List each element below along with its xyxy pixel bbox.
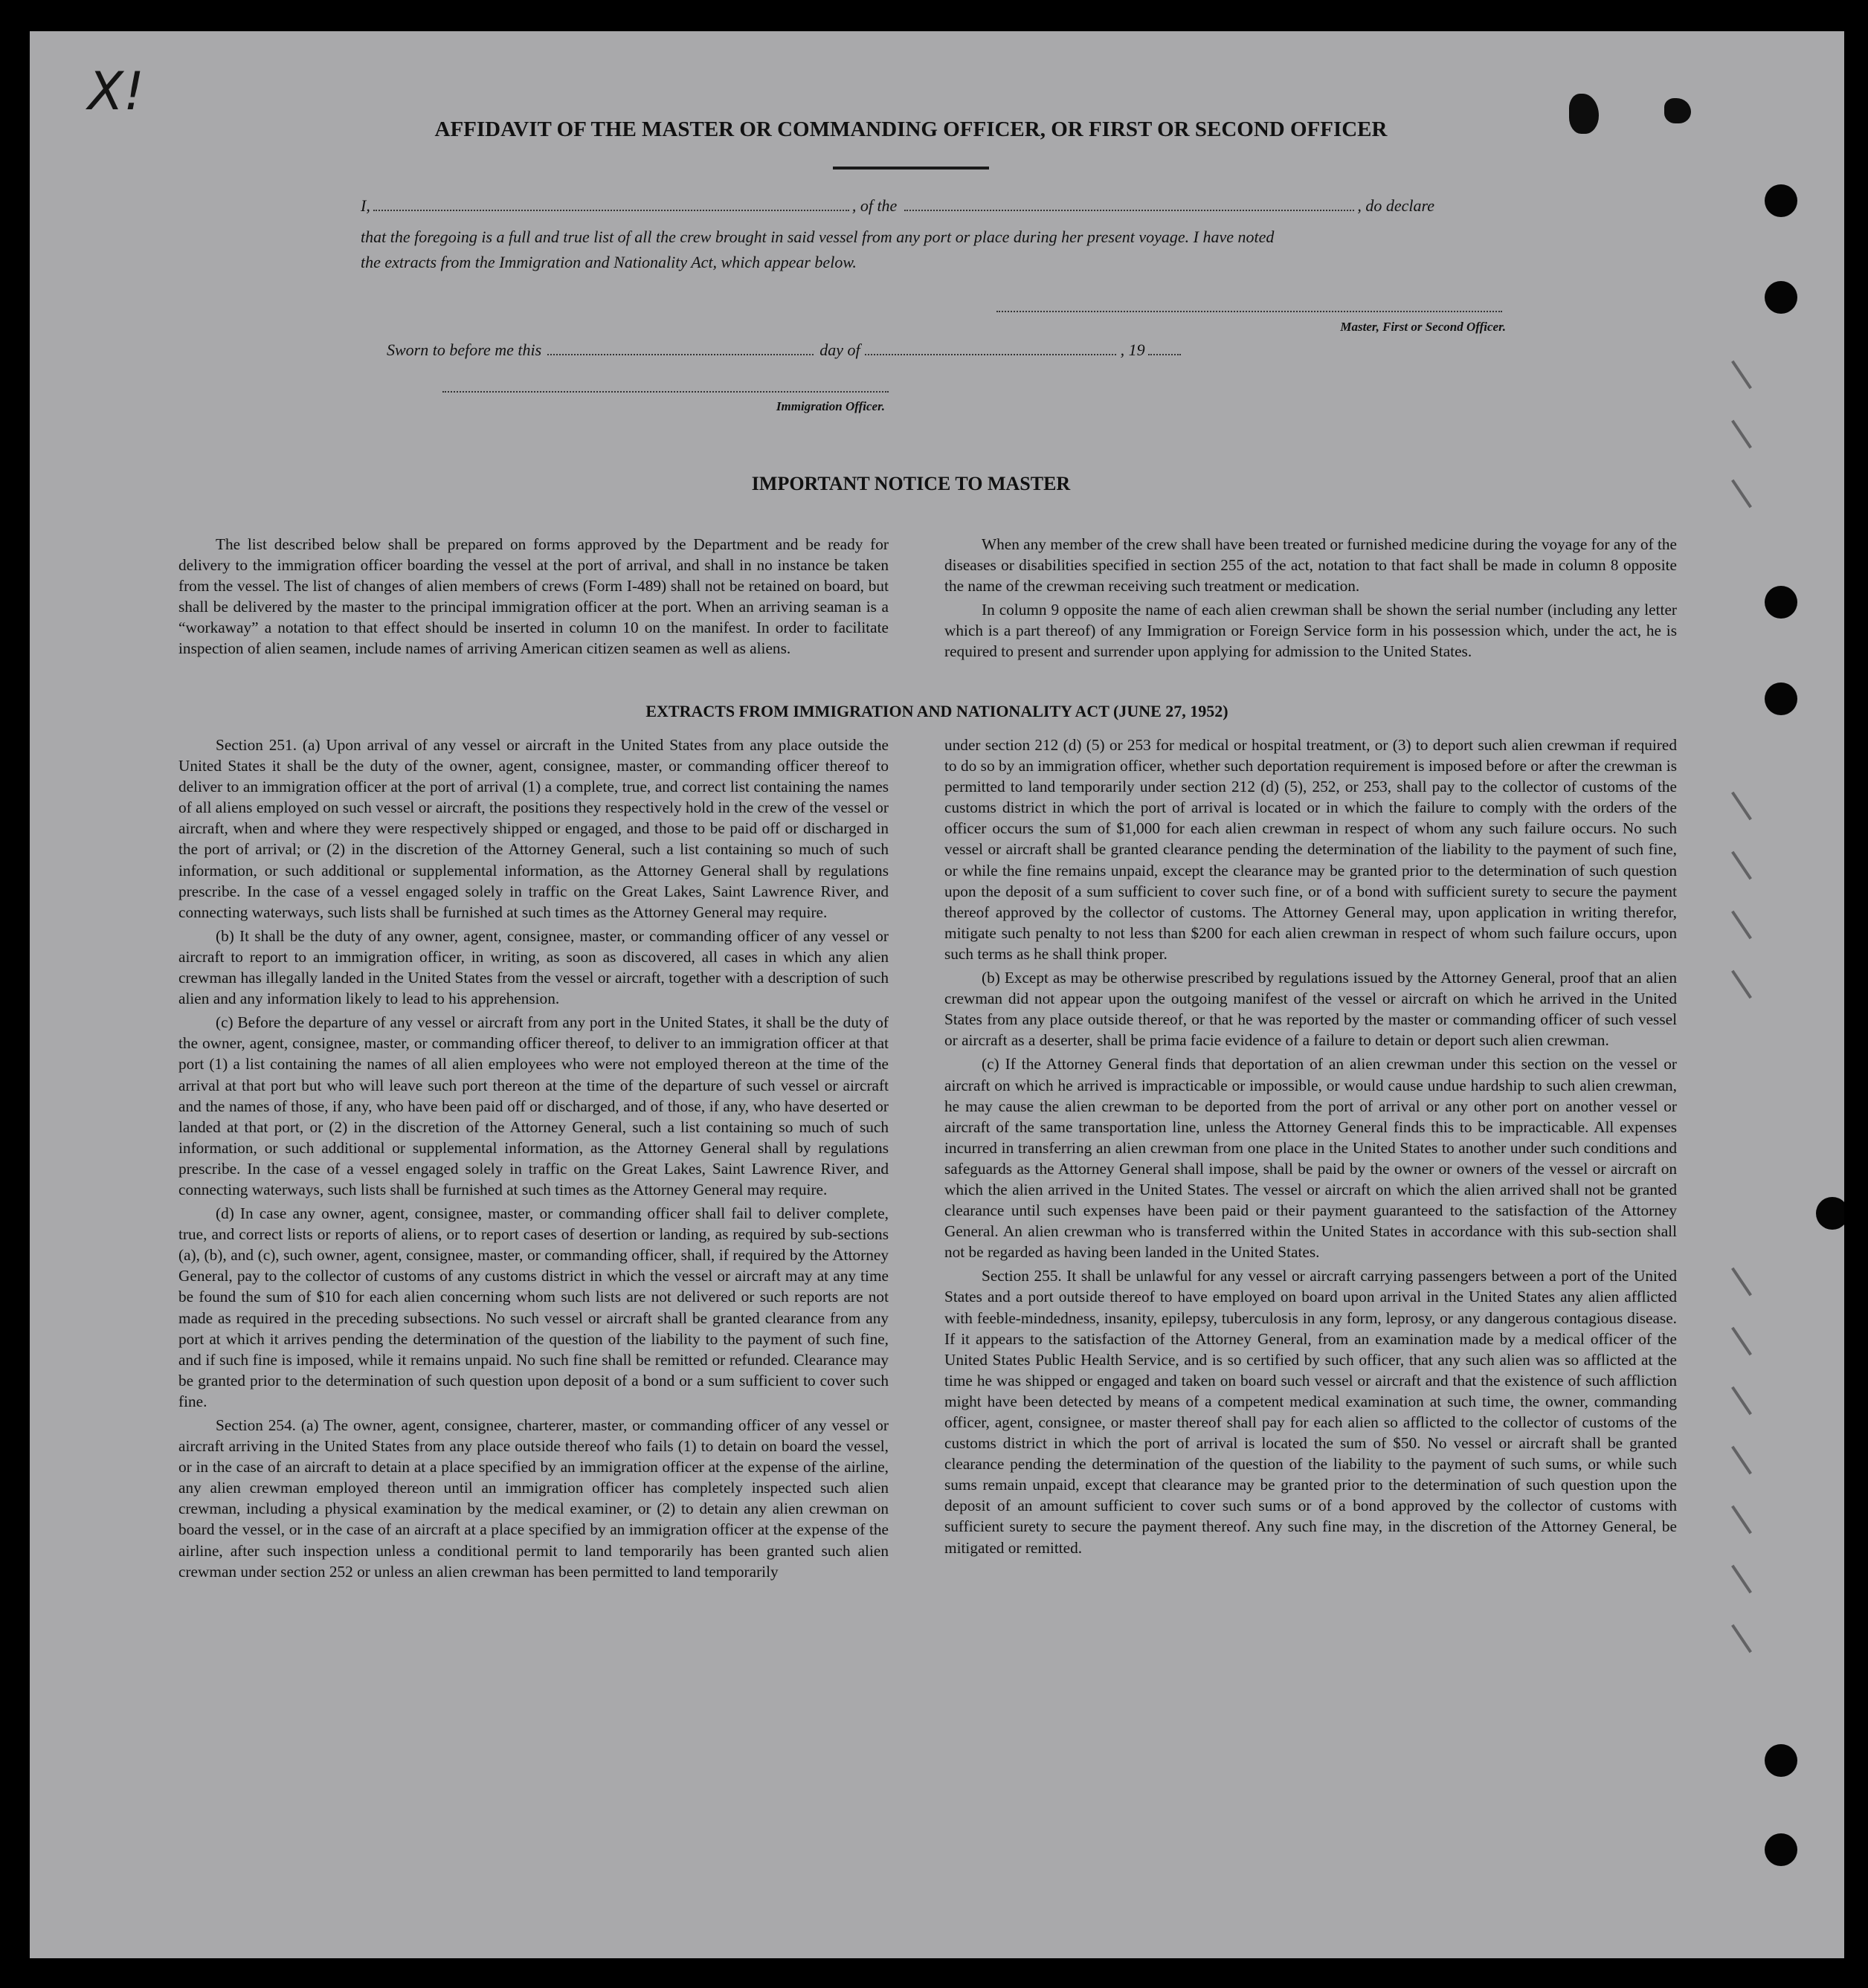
section-254-a-continued: under section 212 (d) (5) or 253 for medical or hospital treatment, or (3) to deport such alien crewman if required to do so by an immigration officer, whether such deportation requirement is imposed before or after the crewman is permitted to land temporarily under section 212 (d) (5), 252, or 253, shall pay to the collector of customs of the customs district in which the port of arrival is located or in which the failure to comply with the orders of the officer occurs the sum of $1,000 for each alien crewman in respect of whom any such failure occurs. No such vessel or aircraft shall be granted clearance pending the determination of the liability to the payment of such fine, or while the fine remains unpaid, except the clearance may be granted prior to the determination of such question upon the deposit of a sum sufficient to cover such fine, or of a bond with sufficient surety to secure the payment thereof approved by the collector of customs. The Attorney General may, upon application in writing therefor, mitigate such penalty to not less than $200 for each alien crewman in respect of whom such failure occurs, upon such terms as he shall think proper.: [944, 736, 1677, 963]
notice-right-column: [944, 534, 1677, 662]
section-254-a: Section 254. (a) The owner, agent, consignee, charterer, master, or commanding officer of any vessel or aircraft arriving in the United States from any place outside thereof who fails (1) to detain on board the vessel, or in the case of an aircraft to detain at a place specified by an immigration officer at the expense of the airline, any alien crewman employed thereon until an immigration officer has completely inspected such alien crewman, including a physical examination by the medical examiner, or (2) to detain any alien crewman on board the vessel, or in the case of an aircraft at a place specified by an immigration officer at the expense of the airline, after such inspection unless a conditional permit to land temporarily has been granted such alien crewman under section 252 or unless an alien crewman has been permitted to land temporarily: [178, 1416, 889, 1581]
notice-right-paragraph-1: When any member of the crew shall have been treated or furnished medicine during the voyage for any of the diseases or disabilities specified in section 255 of the act, notation to that fact shall be made in column 8 opposite the name of the crewman receiving such treatment or medication.: [944, 535, 1677, 596]
affidavit-title: AFFIDAVIT OF THE MASTER OR COMMANDING OFFICER, OR FIRST OR SECOND OFFICER: [434, 117, 1388, 141]
sworn-day-of: day of: [819, 341, 860, 359]
master-signature-line: [996, 311, 1502, 312]
declaration-line: [361, 196, 1528, 222]
notice-left-column: [178, 534, 889, 659]
bleed-through-mark: [1731, 1268, 1752, 1297]
declaration-i: I,: [361, 196, 370, 215]
bleed-through-mark: [1731, 1624, 1752, 1653]
bleed-through-mark: [1731, 420, 1752, 449]
bleed-through-mark: [1731, 1446, 1752, 1475]
extracts-left-column: [178, 735, 889, 1582]
punch-hole: [1816, 1197, 1844, 1230]
ink-smudge: [1664, 98, 1691, 123]
bleed-through-mark: [1731, 970, 1752, 999]
section-251-b: (b) It shall be the duty of any owner, agent, consignee, master, or commanding officer of any vessel or aircraft to report to an immigration officer, in writing, as soon as discovered, all cases in which any alien crewman has illegally landed in the United States from the vessel or aircraft, together with a description of such alien and any information likely to lead to his apprehension.: [178, 926, 889, 1008]
declaration-of-the: , of the: [851, 196, 898, 215]
title-rule: [833, 167, 989, 170]
bleed-through-mark: [1731, 1565, 1752, 1594]
notice-left-paragraph: The list described below shall be prepared on forms approved by the Department and be ready for delivery to the immigration officer boarding the vessel at the port of arrival, and shall in no instance be taken from the vessel. The list of changes of alien members of crews (Form I-489) shall not be retained on board, but shall be delivered by the master to the principal immigration officer at the port. When an arriving seaman is a “workaway” a notation to that effect should be inserted in column 10 on the manifest. In order to facilitate inspection of alien seamen, include names of arriving American citizen seamen as well as aliens.: [178, 535, 889, 658]
sworn-month-blank: [865, 354, 1116, 355]
sworn-date-blank: [547, 354, 814, 355]
declaration-line-3: the extracts from the Immigration and Nationality Act, which appear below.: [361, 253, 857, 271]
officer-signature-line: [442, 391, 889, 393]
extracts-title: EXTRACTS FROM IMMIGRATION AND NATIONALITY ACT (JUNE 27, 1952): [645, 702, 1228, 720]
master-signature-label: Master, First or Second Officer.: [1340, 320, 1506, 334]
punch-hole: [1765, 281, 1797, 314]
punch-hole: [1765, 1744, 1797, 1777]
section-251-d: (d) In case any owner, agent, consignee, master, or commanding officer shall fail to deliver complete, true, and correct lists or reports of aliens, or to report cases of desertion or landing, as required by sub-sections (a), (b), and (c), such owner, agent, consignee, master, or commanding officer, shall, if required by the Attorney General, pay to the collector of customs of any customs district in which the vessel or aircraft may at any time be found the sum of $10 for each alien concerning whom such lists are not delivered or such reports are not made as required in the preceding subsections. No such vessel or aircraft shall be granted clearance from any port at which it arrives pending the determination of the question of the liability to the payment of such fine, and if such fine is imposed, while it remains unpaid. No such fine shall be remitted or refunded. Clearance may be granted prior to the determination of such question upon deposit of a bond or a sum sufficient to cover such fine.: [178, 1204, 889, 1410]
name-blank: [373, 210, 849, 211]
bleed-through-mark: [1731, 1387, 1752, 1416]
punch-hole: [1765, 184, 1797, 217]
punch-hole: [1765, 586, 1797, 619]
section-251-a: Section 251. (a) Upon arrival of any vessel or aircraft in the United States from any place outside the United States it shall be the duty of the owner, agent, consignee, master, or commanding officer thereof to deliver to an immigration officer at the port of arrival (1) a complete, true, and correct list containing the names of all aliens employed on such vessel or aircraft, the positions they respectively hold in the crew of the vessel or aircraft, when and where they were respectively shipped or engaged, and those to be paid off or discharged in the port of arrival; or (2) in the discretion of the Attorney General, such a list containing so much of such information, or such additional or supplemental information, as the Attorney General shall by regulations prescribe. In the case of a vessel engaged solely in traffic on the Great Lakes, Saint Lawrence River, and connecting waterways, such lists shall be furnished at such times as the Attorney General may require.: [178, 736, 889, 921]
bleed-through-mark: [1731, 1505, 1752, 1534]
punch-hole: [1765, 682, 1797, 715]
section-251-c: (c) Before the departure of any vessel or aircraft from any port in the United States, it shall be the duty of the owner, agent, consignee, master, or commanding officer thereof, to deliver to an immigration officer at that port (1) a list containing the names of all alien employees who were not employed thereon at the time of the arrival at that port but who will leave such port thereon at the time of the departure of such vessel or aircraft and the names of those, if any, who have been paid off or discharged, and of those, if any, who have deserted or landed at that port, or (2) in the discretion of the Attorney General, such a list containing so much of such information, or such additional or supplemental information, as the Attorney General shall by regulations prescribe. In the case of a vessel engaged solely in traffic on the Great Lakes, Saint Lawrence River, and connecting waterways, such lists shall be furnished at such times as the Attorney General may require.: [178, 1013, 889, 1198]
bleed-through-mark: [1731, 792, 1752, 821]
sworn-label: Sworn to before me this: [387, 341, 542, 359]
notice-right-paragraph-2: In column 9 opposite the name of each alien crewman shall be shown the serial number (including any letter which is a part thereof) of any Immigration or Foreign Service form in his possession which, under the act, he is required to present and surrender upon applying for admission to the United States.: [944, 601, 1677, 661]
sworn-line: [387, 341, 1279, 360]
bleed-through-mark: [1731, 361, 1752, 390]
declaration-declare: , do declare: [1357, 196, 1434, 215]
vessel-blank: [904, 210, 1354, 211]
bleed-through-mark: [1731, 1327, 1752, 1356]
extracts-right-column: [944, 735, 1677, 1558]
sworn-year-blank: [1148, 354, 1181, 355]
bleed-through-mark: [1731, 911, 1752, 940]
bleed-through-mark: [1731, 851, 1752, 880]
section-254-c: (c) If the Attorney General finds that deportation of an alien crewman under this section on the vessel or aircraft on which he arrived is impracticable or impossible, or would cause undue hardship to such alien crewman, he may cause the alien crewman to be deported from the port of arrival or any other port on another vessel or aircraft of the same transportation line, unless the Attorney General finds this to be impracticable. All expenses incurred in transferring an alien crewman from one place in the United States to another under such conditions and safeguards as the Attorney General shall impose, shall be paid by the owner or owners of the vessel or aircraft on which the alien arrived in the United States. The vessel or aircraft on which the alien arrived shall not be granted clearance until such expenses have been paid or their payment guaranteed to the satisfaction of the Attorney General. An alien crewman who is transferred within the United States in accordance with this sub-section shall not be regarded as having been landed in the United States.: [944, 1055, 1677, 1262]
officer-signature-label: Immigration Officer.: [776, 399, 885, 413]
declaration-line-2: that the foregoing is a full and true list of all the crew brought in said vessel from any port or place during her present voyage. I have noted: [361, 227, 1275, 246]
handwritten-mark: X!: [88, 61, 145, 122]
document-page: [30, 31, 1844, 1958]
section-255: Section 255. It shall be unlawful for any vessel or aircraft carrying passengers between a port of the United States and a port outside thereof to have employed on board upon arrival in the United States any alien afflicted with feeble-mindedness, insanity, epilepsy, tuberculosis in any form, leprosy, or any dangerous contagious disease. If it appears to the satisfaction of the Attorney General, from an examination made by a medical officer of the United States Public Health Service, and is so certified by such officer, that any such alien was so afflicted at the time he was shipped or engaged and taken on board such vessel or aircraft and that the existence of such affliction might have been detected by means of a competent medical examination at such time, the owner, commanding officer, agent, consignee, or master thereof shall pay for each alien so afflicted to the collector of customs of the customs district in which the port of arrival is located the sum of $50. No vessel or aircraft shall be granted clearance pending the determination of the question of the liability to the payment of such sums, or while such sums remain unpaid, except that clearance may be granted prior to the determination of such question upon the deposit of an amount sufficient to cover such sums or of a bond approved by the collector of customs with sufficient surety to secure the payment thereof. Any such fine may, in the discretion of the Attorney General, be mitigated or remitted.: [944, 1267, 1677, 1557]
punch-hole: [1765, 1833, 1797, 1866]
sworn-year: , 19: [1120, 341, 1145, 359]
ink-smudge: [1569, 94, 1599, 134]
notice-title: IMPORTANT NOTICE TO MASTER: [751, 473, 1071, 494]
section-254-b: (b) Except as may be otherwise prescribed by regulations issued by the Attorney General, proof that an alien crewman did not appear upon the outgoing manifest of the vessel or aircraft on which he arrived in the United States from any place outside thereof, or that he was reported by the master or commanding officer of such vessel or aircraft as a deserter, shall be prima facie evidence of a failure to detain or deport such alien crewman.: [944, 969, 1677, 1050]
